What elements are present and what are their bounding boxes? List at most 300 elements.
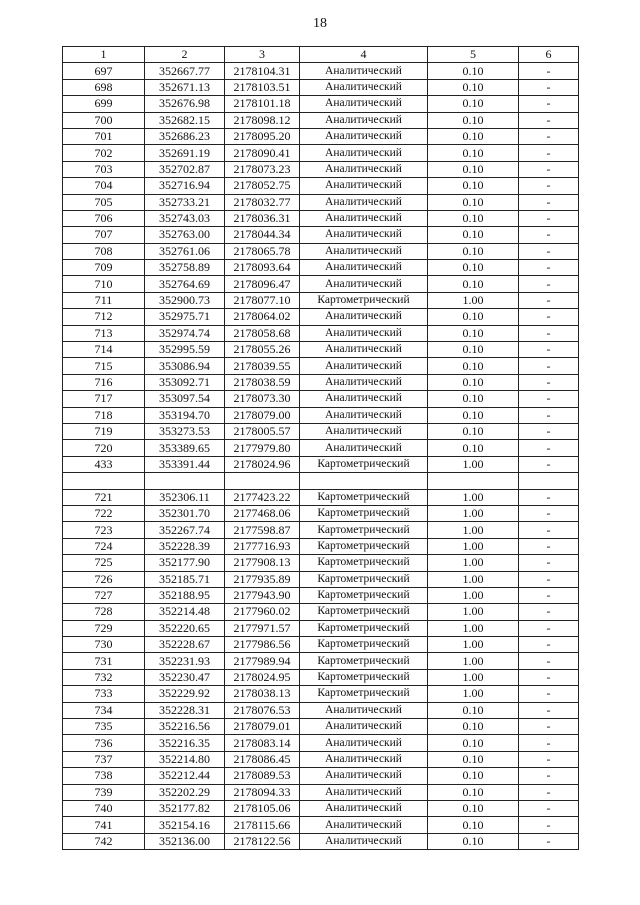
y-coordinate-cell: 2177943.90 bbox=[225, 587, 300, 603]
table-row bbox=[63, 440, 579, 456]
note-cell: - bbox=[519, 161, 579, 177]
accuracy-cell: 1.00 bbox=[428, 538, 519, 554]
accuracy-cell bbox=[428, 473, 519, 489]
x-coordinate-cell: 352214.48 bbox=[145, 604, 225, 620]
note-cell: - bbox=[519, 587, 579, 603]
note-cell: - bbox=[519, 620, 579, 636]
table-row bbox=[63, 342, 579, 358]
x-coordinate-cell: 352716.94 bbox=[145, 178, 225, 194]
y-coordinate-cell: 2178079.00 bbox=[225, 407, 300, 423]
x-coordinate-cell: 352154.16 bbox=[145, 817, 225, 833]
point-number-cell: 719 bbox=[63, 423, 145, 439]
note-cell: - bbox=[519, 260, 579, 276]
method-cell: Картометрический bbox=[300, 669, 428, 685]
point-number-cell: 737 bbox=[63, 751, 145, 767]
x-coordinate-cell: 352975.71 bbox=[145, 309, 225, 325]
x-coordinate-cell: 353086.94 bbox=[145, 358, 225, 374]
y-coordinate-cell: 2178077.10 bbox=[225, 292, 300, 308]
point-number-cell: 725 bbox=[63, 555, 145, 571]
point-number-cell: 708 bbox=[63, 243, 145, 259]
table-row bbox=[63, 260, 579, 276]
accuracy-cell: 0.10 bbox=[428, 817, 519, 833]
x-coordinate-cell: 352900.73 bbox=[145, 292, 225, 308]
method-cell: Картометрический bbox=[300, 604, 428, 620]
method-cell: Картометрический bbox=[300, 555, 428, 571]
y-coordinate-cell: 2177598.87 bbox=[225, 522, 300, 538]
point-number-cell: 730 bbox=[63, 637, 145, 653]
accuracy-cell: 1.00 bbox=[428, 637, 519, 653]
method-cell: Аналитический bbox=[300, 243, 428, 259]
method-cell: Картометрический bbox=[300, 522, 428, 538]
y-coordinate-cell: 2178036.31 bbox=[225, 210, 300, 226]
table-row bbox=[63, 63, 579, 79]
method-cell: Аналитический bbox=[300, 833, 428, 849]
point-number-cell: 741 bbox=[63, 817, 145, 833]
point-number-cell: 697 bbox=[63, 63, 145, 79]
note-cell: - bbox=[519, 276, 579, 292]
y-coordinate-cell: 2178032.77 bbox=[225, 194, 300, 210]
accuracy-cell: 0.10 bbox=[428, 145, 519, 161]
note-cell: - bbox=[519, 423, 579, 439]
x-coordinate-cell: 352214.80 bbox=[145, 751, 225, 767]
method-cell: Картометрический bbox=[300, 292, 428, 308]
point-number-cell: 736 bbox=[63, 735, 145, 751]
method-cell: Аналитический bbox=[300, 784, 428, 800]
y-coordinate-cell: 2178076.53 bbox=[225, 702, 300, 718]
y-coordinate-cell: 2178094.33 bbox=[225, 784, 300, 800]
x-coordinate-cell: 352667.77 bbox=[145, 63, 225, 79]
accuracy-cell: 0.10 bbox=[428, 112, 519, 128]
note-cell: - bbox=[519, 210, 579, 226]
method-cell: Аналитический bbox=[300, 702, 428, 718]
column-header: 4 bbox=[300, 47, 428, 63]
note-cell: - bbox=[519, 784, 579, 800]
point-number-cell: 701 bbox=[63, 128, 145, 144]
point-number-cell: 699 bbox=[63, 96, 145, 112]
accuracy-cell: 0.10 bbox=[428, 440, 519, 456]
note-cell bbox=[519, 473, 579, 489]
accuracy-cell: 0.10 bbox=[428, 784, 519, 800]
point-number-cell: 722 bbox=[63, 505, 145, 521]
point-number-cell: 705 bbox=[63, 194, 145, 210]
method-cell: Аналитический bbox=[300, 358, 428, 374]
accuracy-cell: 1.00 bbox=[428, 686, 519, 702]
point-number-cell: 721 bbox=[63, 489, 145, 505]
table-row bbox=[63, 456, 579, 472]
table-row bbox=[63, 555, 579, 571]
x-coordinate-cell: 352743.03 bbox=[145, 210, 225, 226]
x-coordinate-cell: 352758.89 bbox=[145, 260, 225, 276]
x-coordinate-cell: 353097.54 bbox=[145, 391, 225, 407]
note-cell: - bbox=[519, 637, 579, 653]
x-coordinate-cell: 352216.35 bbox=[145, 735, 225, 751]
method-cell: Аналитический bbox=[300, 768, 428, 784]
accuracy-cell: 0.10 bbox=[428, 735, 519, 751]
note-cell: - bbox=[519, 128, 579, 144]
y-coordinate-cell: 2178024.95 bbox=[225, 669, 300, 685]
accuracy-cell: 1.00 bbox=[428, 292, 519, 308]
note-cell: - bbox=[519, 358, 579, 374]
method-cell: Аналитический bbox=[300, 79, 428, 95]
table-row bbox=[63, 473, 579, 489]
x-coordinate-cell: 352995.59 bbox=[145, 342, 225, 358]
accuracy-cell: 1.00 bbox=[428, 456, 519, 472]
table-row bbox=[63, 505, 579, 521]
point-number-cell: 726 bbox=[63, 571, 145, 587]
point-number-cell: 709 bbox=[63, 260, 145, 276]
accuracy-cell: 0.10 bbox=[428, 227, 519, 243]
column-header: 3 bbox=[225, 47, 300, 63]
point-number-cell: 728 bbox=[63, 604, 145, 620]
point-number-cell: 724 bbox=[63, 538, 145, 554]
y-coordinate-cell: 2178073.30 bbox=[225, 391, 300, 407]
table-row bbox=[63, 800, 579, 816]
method-cell: Аналитический bbox=[300, 178, 428, 194]
note-cell: - bbox=[519, 407, 579, 423]
method-cell: Аналитический bbox=[300, 374, 428, 390]
table-row bbox=[63, 227, 579, 243]
table-row bbox=[63, 735, 579, 751]
y-coordinate-cell: 2178115.66 bbox=[225, 817, 300, 833]
x-coordinate-cell: 352676.98 bbox=[145, 96, 225, 112]
point-number-cell: 727 bbox=[63, 587, 145, 603]
x-coordinate-cell: 352188.95 bbox=[145, 587, 225, 603]
method-cell: Аналитический bbox=[300, 112, 428, 128]
method-cell: Картометрический bbox=[300, 587, 428, 603]
y-coordinate-cell: 2178064.02 bbox=[225, 309, 300, 325]
accuracy-cell: 1.00 bbox=[428, 505, 519, 521]
point-number-cell: 723 bbox=[63, 522, 145, 538]
note-cell: - bbox=[519, 735, 579, 751]
note-cell: - bbox=[519, 768, 579, 784]
note-cell: - bbox=[519, 702, 579, 718]
method-cell: Картометрический bbox=[300, 505, 428, 521]
x-coordinate-cell: 352671.13 bbox=[145, 79, 225, 95]
point-number-cell: 731 bbox=[63, 653, 145, 669]
method-cell: Аналитический bbox=[300, 325, 428, 341]
y-coordinate-cell: 2178052.75 bbox=[225, 178, 300, 194]
method-cell: Аналитический bbox=[300, 342, 428, 358]
accuracy-cell: 0.10 bbox=[428, 63, 519, 79]
table-row bbox=[63, 292, 579, 308]
accuracy-cell: 0.10 bbox=[428, 210, 519, 226]
accuracy-cell: 0.10 bbox=[428, 194, 519, 210]
y-coordinate-cell: 2178122.56 bbox=[225, 833, 300, 849]
y-coordinate-cell: 2178039.55 bbox=[225, 358, 300, 374]
y-coordinate-cell: 2178058.68 bbox=[225, 325, 300, 341]
note-cell: - bbox=[519, 817, 579, 833]
point-number-cell: 717 bbox=[63, 391, 145, 407]
x-coordinate-cell: 352702.87 bbox=[145, 161, 225, 177]
y-coordinate-cell: 2178093.64 bbox=[225, 260, 300, 276]
note-cell: - bbox=[519, 145, 579, 161]
method-cell: Аналитический bbox=[300, 309, 428, 325]
x-coordinate-cell: 353092.71 bbox=[145, 374, 225, 390]
y-coordinate-cell: 2178103.51 bbox=[225, 79, 300, 95]
point-number-cell: 700 bbox=[63, 112, 145, 128]
point-number-cell: 729 bbox=[63, 620, 145, 636]
x-coordinate-cell: 352682.15 bbox=[145, 112, 225, 128]
note-cell: - bbox=[519, 456, 579, 472]
point-number-cell: 714 bbox=[63, 342, 145, 358]
coordinates-table bbox=[62, 46, 579, 850]
method-cell: Аналитический bbox=[300, 210, 428, 226]
note-cell: - bbox=[519, 522, 579, 538]
table-row bbox=[63, 784, 579, 800]
note-cell: - bbox=[519, 719, 579, 735]
y-coordinate-cell: 2178055.26 bbox=[225, 342, 300, 358]
x-coordinate-cell: 352267.74 bbox=[145, 522, 225, 538]
x-coordinate-cell: 352177.90 bbox=[145, 555, 225, 571]
method-cell: Аналитический bbox=[300, 391, 428, 407]
note-cell: - bbox=[519, 669, 579, 685]
note-cell: - bbox=[519, 243, 579, 259]
accuracy-cell: 0.10 bbox=[428, 243, 519, 259]
table-row bbox=[63, 112, 579, 128]
point-number-cell: 715 bbox=[63, 358, 145, 374]
accuracy-cell: 0.10 bbox=[428, 128, 519, 144]
table-row bbox=[63, 276, 579, 292]
y-coordinate-cell: 2178073.23 bbox=[225, 161, 300, 177]
note-cell: - bbox=[519, 292, 579, 308]
point-number-cell: 718 bbox=[63, 407, 145, 423]
point-number-cell bbox=[63, 473, 145, 489]
method-cell: Картометрический bbox=[300, 637, 428, 653]
table-header-row bbox=[63, 47, 579, 63]
method-cell: Аналитический bbox=[300, 423, 428, 439]
y-coordinate-cell: 2178005.57 bbox=[225, 423, 300, 439]
accuracy-cell: 0.10 bbox=[428, 833, 519, 849]
table-row bbox=[63, 358, 579, 374]
table-row bbox=[63, 833, 579, 849]
method-cell: Аналитический bbox=[300, 63, 428, 79]
method-cell: Картометрический bbox=[300, 620, 428, 636]
x-coordinate-cell: 353391.44 bbox=[145, 456, 225, 472]
accuracy-cell: 0.10 bbox=[428, 276, 519, 292]
method-cell: Аналитический bbox=[300, 145, 428, 161]
column-header: 2 bbox=[145, 47, 225, 63]
table-row bbox=[63, 407, 579, 423]
y-coordinate-cell: 2178065.78 bbox=[225, 243, 300, 259]
y-coordinate-cell: 2178083.14 bbox=[225, 735, 300, 751]
table-row bbox=[63, 522, 579, 538]
point-number-cell: 739 bbox=[63, 784, 145, 800]
note-cell: - bbox=[519, 505, 579, 521]
accuracy-cell: 0.10 bbox=[428, 79, 519, 95]
method-cell: Аналитический bbox=[300, 751, 428, 767]
y-coordinate-cell: 2178024.96 bbox=[225, 456, 300, 472]
accuracy-cell: 0.10 bbox=[428, 358, 519, 374]
column-header: 1 bbox=[63, 47, 145, 63]
table-row bbox=[63, 637, 579, 653]
accuracy-cell: 0.10 bbox=[428, 342, 519, 358]
y-coordinate-cell: 2178105.06 bbox=[225, 800, 300, 816]
note-cell: - bbox=[519, 604, 579, 620]
x-coordinate-cell: 352686.23 bbox=[145, 128, 225, 144]
accuracy-cell: 0.10 bbox=[428, 309, 519, 325]
note-cell: - bbox=[519, 112, 579, 128]
accuracy-cell: 0.10 bbox=[428, 423, 519, 439]
page-number: 18 bbox=[313, 16, 327, 31]
table-row bbox=[63, 194, 579, 210]
note-cell: - bbox=[519, 374, 579, 390]
x-coordinate-cell: 352228.67 bbox=[145, 637, 225, 653]
accuracy-cell: 1.00 bbox=[428, 489, 519, 505]
note-cell: - bbox=[519, 342, 579, 358]
x-coordinate-cell: 352185.71 bbox=[145, 571, 225, 587]
point-number-cell: 735 bbox=[63, 719, 145, 735]
accuracy-cell: 1.00 bbox=[428, 522, 519, 538]
accuracy-cell: 0.10 bbox=[428, 702, 519, 718]
point-number-cell: 704 bbox=[63, 178, 145, 194]
note-cell: - bbox=[519, 194, 579, 210]
x-coordinate-cell: 352230.47 bbox=[145, 669, 225, 685]
method-cell: Аналитический bbox=[300, 817, 428, 833]
accuracy-cell: 1.00 bbox=[428, 669, 519, 685]
table-row bbox=[63, 243, 579, 259]
method-cell: Картометрический bbox=[300, 686, 428, 702]
table-row bbox=[63, 128, 579, 144]
x-coordinate-cell: 352974.74 bbox=[145, 325, 225, 341]
note-cell: - bbox=[519, 833, 579, 849]
accuracy-cell: 0.10 bbox=[428, 96, 519, 112]
x-coordinate-cell: 353194.70 bbox=[145, 407, 225, 423]
table-row bbox=[63, 653, 579, 669]
x-coordinate-cell: 352301.70 bbox=[145, 505, 225, 521]
column-header: 5 bbox=[428, 47, 519, 63]
method-cell: Аналитический bbox=[300, 227, 428, 243]
table-row bbox=[63, 489, 579, 505]
method-cell: Аналитический bbox=[300, 128, 428, 144]
y-coordinate-cell: 2177986.56 bbox=[225, 637, 300, 653]
y-coordinate-cell: 2177979.80 bbox=[225, 440, 300, 456]
table-row bbox=[63, 210, 579, 226]
accuracy-cell: 1.00 bbox=[428, 587, 519, 603]
method-cell: Картометрический bbox=[300, 653, 428, 669]
point-number-cell: 712 bbox=[63, 309, 145, 325]
point-number-cell: 707 bbox=[63, 227, 145, 243]
accuracy-cell: 0.10 bbox=[428, 751, 519, 767]
table-row bbox=[63, 702, 579, 718]
y-coordinate-cell: 2177989.94 bbox=[225, 653, 300, 669]
y-coordinate-cell: 2178098.12 bbox=[225, 112, 300, 128]
table-row bbox=[63, 96, 579, 112]
accuracy-cell: 0.10 bbox=[428, 391, 519, 407]
accuracy-cell: 0.10 bbox=[428, 161, 519, 177]
accuracy-cell: 0.10 bbox=[428, 407, 519, 423]
method-cell: Аналитический bbox=[300, 719, 428, 735]
accuracy-cell: 0.10 bbox=[428, 800, 519, 816]
table-row bbox=[63, 161, 579, 177]
note-cell: - bbox=[519, 63, 579, 79]
y-coordinate-cell bbox=[225, 473, 300, 489]
method-cell: Картометрический bbox=[300, 538, 428, 554]
x-coordinate-cell: 352228.39 bbox=[145, 538, 225, 554]
point-number-cell: 732 bbox=[63, 669, 145, 685]
point-number-cell: 698 bbox=[63, 79, 145, 95]
table-row bbox=[63, 325, 579, 341]
method-cell: Аналитический bbox=[300, 735, 428, 751]
accuracy-cell: 0.10 bbox=[428, 178, 519, 194]
y-coordinate-cell: 2177908.13 bbox=[225, 555, 300, 571]
x-coordinate-cell: 352216.56 bbox=[145, 719, 225, 735]
table-row bbox=[63, 309, 579, 325]
point-number-cell: 742 bbox=[63, 833, 145, 849]
method-cell: Аналитический bbox=[300, 800, 428, 816]
method-cell: Картометрический bbox=[300, 489, 428, 505]
note-cell: - bbox=[519, 79, 579, 95]
method-cell: Аналитический bbox=[300, 161, 428, 177]
method-cell: Аналитический bbox=[300, 276, 428, 292]
x-coordinate-cell: 352733.21 bbox=[145, 194, 225, 210]
accuracy-cell: 0.10 bbox=[428, 768, 519, 784]
accuracy-cell: 1.00 bbox=[428, 571, 519, 587]
method-cell: Аналитический bbox=[300, 96, 428, 112]
x-coordinate-cell: 352212.44 bbox=[145, 768, 225, 784]
note-cell: - bbox=[519, 686, 579, 702]
y-coordinate-cell: 2177960.02 bbox=[225, 604, 300, 620]
accuracy-cell: 1.00 bbox=[428, 604, 519, 620]
table-row bbox=[63, 374, 579, 390]
x-coordinate-cell bbox=[145, 473, 225, 489]
note-cell: - bbox=[519, 325, 579, 341]
y-coordinate-cell: 2178086.45 bbox=[225, 751, 300, 767]
note-cell: - bbox=[519, 391, 579, 407]
y-coordinate-cell: 2178090.41 bbox=[225, 145, 300, 161]
y-coordinate-cell: 2178044.34 bbox=[225, 227, 300, 243]
table-row bbox=[63, 391, 579, 407]
note-cell: - bbox=[519, 751, 579, 767]
note-cell: - bbox=[519, 489, 579, 505]
table-row bbox=[63, 719, 579, 735]
table-row bbox=[63, 604, 579, 620]
table-body bbox=[63, 47, 579, 850]
y-coordinate-cell: 2178079.01 bbox=[225, 719, 300, 735]
table-row bbox=[63, 538, 579, 554]
x-coordinate-cell: 352764.69 bbox=[145, 276, 225, 292]
note-cell: - bbox=[519, 96, 579, 112]
y-coordinate-cell: 2178095.20 bbox=[225, 128, 300, 144]
note-cell: - bbox=[519, 538, 579, 554]
y-coordinate-cell: 2178089.53 bbox=[225, 768, 300, 784]
table-row bbox=[63, 817, 579, 833]
x-coordinate-cell: 352177.82 bbox=[145, 800, 225, 816]
table-row bbox=[63, 587, 579, 603]
accuracy-cell: 0.10 bbox=[428, 260, 519, 276]
table-row bbox=[63, 686, 579, 702]
x-coordinate-cell: 352202.29 bbox=[145, 784, 225, 800]
column-header: 6 bbox=[519, 47, 579, 63]
note-cell: - bbox=[519, 227, 579, 243]
x-coordinate-cell: 353389.65 bbox=[145, 440, 225, 456]
note-cell: - bbox=[519, 178, 579, 194]
accuracy-cell: 1.00 bbox=[428, 620, 519, 636]
y-coordinate-cell: 2177971.57 bbox=[225, 620, 300, 636]
note-cell: - bbox=[519, 440, 579, 456]
table-row bbox=[63, 620, 579, 636]
y-coordinate-cell: 2177423.22 bbox=[225, 489, 300, 505]
note-cell: - bbox=[519, 309, 579, 325]
x-coordinate-cell: 353273.53 bbox=[145, 423, 225, 439]
method-cell: Аналитический bbox=[300, 407, 428, 423]
point-number-cell: 706 bbox=[63, 210, 145, 226]
table-row bbox=[63, 768, 579, 784]
accuracy-cell: 1.00 bbox=[428, 653, 519, 669]
method-cell: Аналитический bbox=[300, 260, 428, 276]
table-row bbox=[63, 571, 579, 587]
note-cell: - bbox=[519, 571, 579, 587]
method-cell: Аналитический bbox=[300, 440, 428, 456]
